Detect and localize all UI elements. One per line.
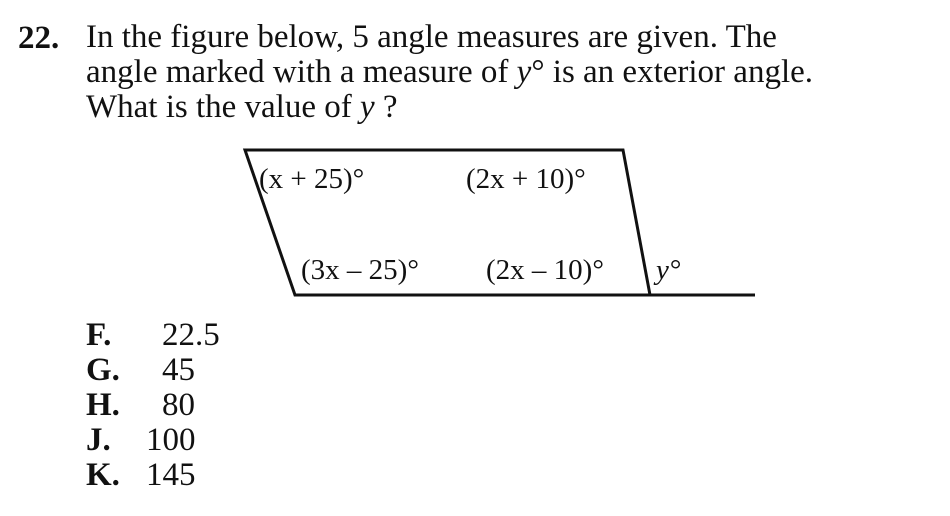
choice-letter: H.: [86, 387, 120, 423]
question-number: 22.: [18, 20, 60, 56]
choice-letter: G.: [86, 352, 120, 388]
choice-value: 145: [146, 457, 196, 493]
question-line-1: In the figure below, 5 angle measures are given. The: [86, 19, 777, 55]
question-line-3: What is the value of y ?: [86, 89, 398, 125]
choice-letter: J.: [86, 422, 111, 458]
angle-label-top-left: (x + 25)°: [259, 163, 365, 195]
question-line-2: angle marked with a measure of y° is an exterior angle.: [86, 54, 814, 90]
choice-letter: K.: [86, 457, 120, 493]
angle-label-bottom-left: (3x – 25)°: [301, 254, 419, 286]
angle-label-bottom-right: (2x – 10)°: [486, 254, 604, 286]
choice-letter: F.: [86, 317, 112, 353]
choice-value: 80: [162, 387, 195, 423]
angle-label-top-right: (2x + 10)°: [466, 163, 586, 195]
choice-value: 22.5: [162, 317, 220, 353]
exterior-angle-label: y°: [656, 254, 681, 286]
choice-value: 45: [162, 352, 195, 388]
choice-value: 100: [146, 422, 196, 458]
